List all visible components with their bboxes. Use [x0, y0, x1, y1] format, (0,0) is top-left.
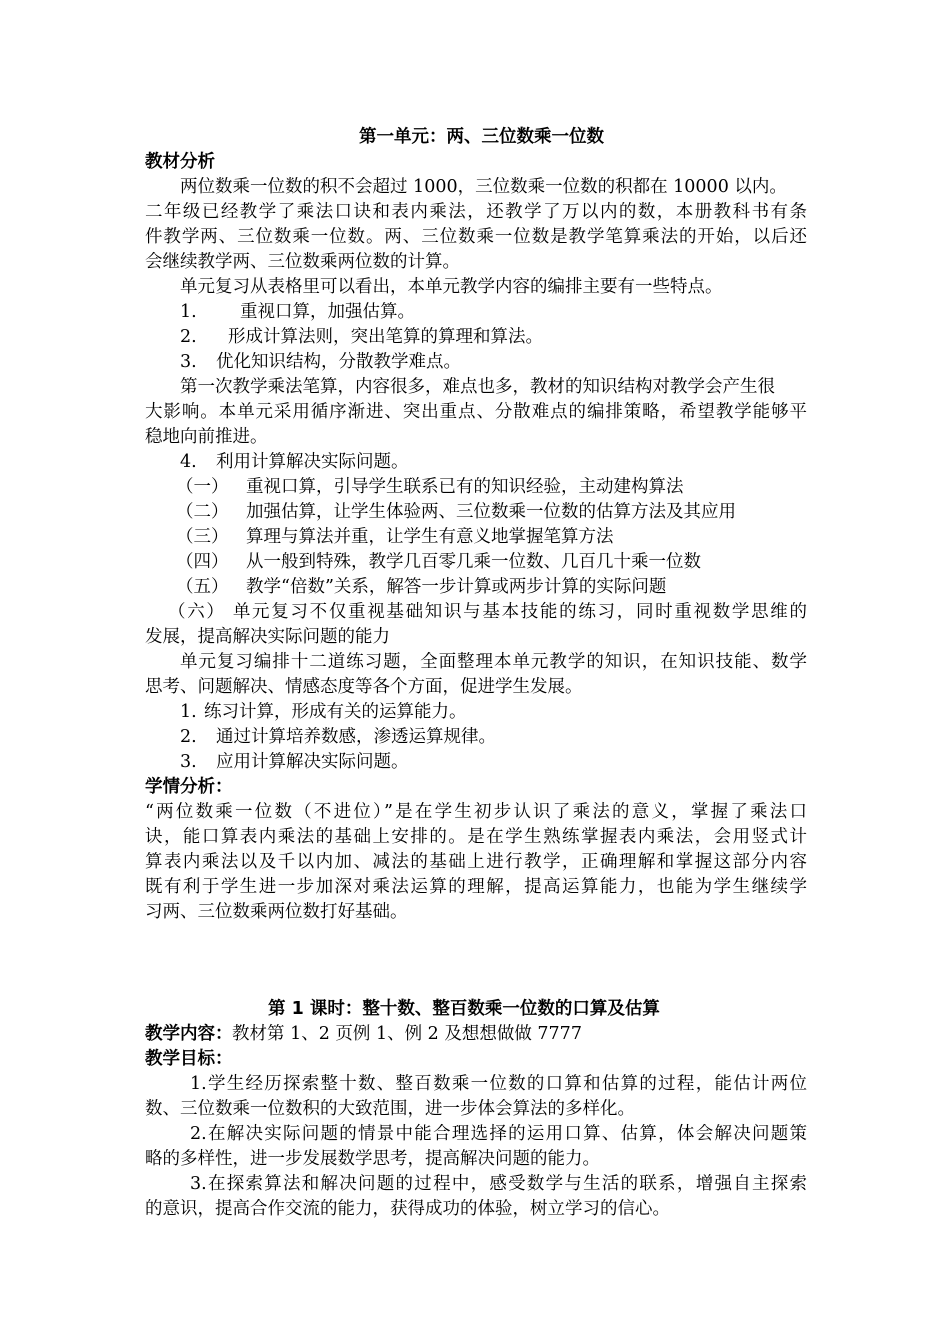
goal-line: 的意识，提高合作交流的能力，获得成功的体验，树立学习的信心。	[145, 1199, 670, 1219]
learner-analysis-heading: 学情分析：	[145, 777, 233, 797]
paragraph-line: 两位数乘一位数的积不会超过 1000，三位数乘一位数的积都在 10000 以内。	[180, 177, 787, 197]
paragraph-line: 习两、三位数乘两位数打好基础。	[145, 902, 408, 922]
paragraph-line: 单元复习编排十二道练习题，全面整理本单元教学的知识，在知识技能、数学	[180, 652, 807, 672]
list-number: 2.	[180, 327, 197, 347]
goal-line: 数、三位数乘一位数积的大致范围，进一步体会算法的多样化。	[145, 1099, 635, 1119]
sub-item: 算理与算法并重，让学生有意义地掌握笔算方法	[246, 527, 614, 547]
goal-line: 3.在探索算法和解决问题的过程中，感受数学与生活的联系，增强自主探索	[190, 1174, 807, 1194]
paragraph-line: 稳地向前推进。	[145, 427, 268, 447]
list-item: 利用计算解决实际问题。	[216, 452, 409, 472]
list-number: 1.	[180, 302, 197, 322]
paragraph-line: 会继续教学两、三位数乘两位数的计算。	[145, 252, 460, 272]
paragraph-line: “两位数乘一位数（不进位）”是在学生初步认识了乘法的意义，掌握了乘法口	[145, 802, 807, 822]
list-item: 重视口算，加强估算。	[240, 302, 415, 322]
sub-item: 从一般到特殊，教学几百零几乘一位数、几百几十乘一位数	[246, 552, 701, 572]
paragraph-line: 发展，提高解决实际问题的能力	[145, 627, 390, 647]
paragraph-line: （六） 单元复习不仅重视基础知识与基本技能的练习，同时重视数学思维的	[168, 602, 807, 622]
paragraph-line: 既有利于学生进一步加深对乘法运算的理解，提高运算能力，也能为学生继续学	[145, 877, 807, 897]
list-item: 应用计算解决实际问题。	[216, 752, 409, 772]
paragraph-line: 件教学两、三位数乘一位数。两、三位数乘一位数是教学笔算乘法的开始，以后还	[145, 227, 807, 247]
list-item: 优化知识结构，分散教学难点。	[216, 352, 461, 372]
list-number: 2.	[180, 727, 197, 747]
paragraph-line: 诀，能口算表内乘法的基础上安排的。是在学生熟练掌握表内乘法，会用竖式计	[145, 827, 807, 847]
paragraph-line: 大影响。本单元采用循序渐进、突出重点、分散难点的编排策略，希望教学能够平	[145, 402, 807, 422]
list-number: 3.	[180, 752, 197, 772]
sub-item: 加强估算，让学生体验两、三位数乘一位数的估算方法及其应用	[246, 502, 736, 522]
sub-item: 重视口算，引导学生联系已有的知识经验，主动建构算法	[246, 477, 684, 497]
list-number: 4.	[180, 452, 197, 472]
list-item: 通过计算培养数感，渗透运算规律。	[216, 727, 496, 747]
paragraph-line: 二年级已经教学了乘法口诀和表内乘法，还教学了万以内的数，本册教科书有条	[145, 202, 807, 222]
paragraph-line: 算表内乘法以及千以内加、减法的基础上进行教学，正确理解和掌握这部分内容	[145, 852, 807, 872]
content-text: 教材第 1、2 页例 1、例 2 及想想做做 7777	[232, 1024, 582, 1044]
list-number: 1.	[180, 702, 197, 722]
paragraph-line: 思考、问题解决、情感态度等各个方面，促进学生发展。	[145, 677, 583, 697]
sub-number: （五）	[176, 577, 229, 597]
list-number: 3.	[180, 352, 197, 372]
sub-item: 教学“倍数”关系，解答一步计算或两步计算的实际问题	[246, 577, 667, 597]
goal-line: 略的多样性，进一步发展数学思考，提高解决问题的能力。	[145, 1149, 600, 1169]
goal-line: 2.在解决实际问题的情景中能合理选择的运用口算、估算，体会解决问题策	[190, 1124, 807, 1144]
textbook-analysis-heading: 教材分析	[145, 152, 215, 172]
paragraph-line: 单元复习从表格里可以看出，本单元教学内容的编排主要有一些特点。	[180, 277, 723, 297]
goals-heading: 教学目标：	[145, 1049, 233, 1069]
list-item: 练习计算，形成有关的运算能力。	[204, 702, 467, 722]
lesson-title: 第 1 课时：整十数、整百数乘一位数的口算及估算	[268, 999, 660, 1019]
sub-number: （一）	[176, 477, 229, 497]
sub-number: （二）	[176, 502, 229, 522]
content-label: 教学内容：	[145, 1024, 233, 1044]
goal-line: 1.学生经历探索整十数、整百数乘一位数的口算和估算的过程，能估计两位	[190, 1074, 807, 1094]
list-item: 形成计算法则，突出笔算的算理和算法。	[228, 327, 543, 347]
sub-number: （四）	[176, 552, 229, 572]
unit-title: 第一单元：两、三位数乘一位数	[359, 127, 604, 147]
paragraph-line: 第一次教学乘法笔算，内容很多，难点也多，教材的知识结构对教学会产生很	[180, 377, 775, 397]
sub-number: （三）	[176, 527, 229, 547]
